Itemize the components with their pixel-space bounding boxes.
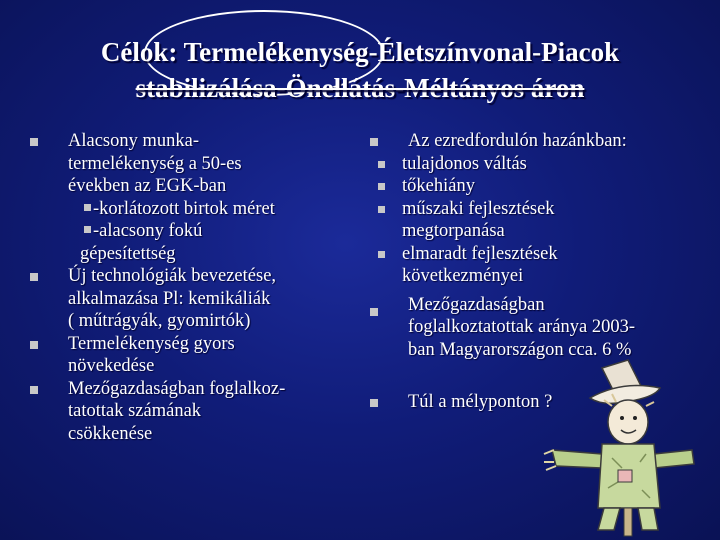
bullet-icon [30,341,38,349]
item-text: tatottak számának [68,401,202,421]
list-item [30,265,330,333]
item-text: Alacsony munka- [68,131,200,151]
list-item [370,130,700,153]
list-item [370,294,700,362]
sub-item [68,198,330,221]
item-text: években az EGK-ban [68,176,227,196]
bullet-icon [370,138,378,146]
bullet-icon [370,308,378,316]
item-text: tőkehiány [402,176,475,196]
item-text: foglalkoztatottak aránya 2003- [408,317,636,337]
sub-item [370,243,700,288]
item-text: elmaradt fejlesztések [402,243,558,264]
sub-item [370,153,700,176]
item-text: -korlátozott birtok méret [93,198,275,219]
sub-bullet-icon [378,161,385,168]
bullet-icon [30,138,38,146]
item-text: Mezőgazdaságban [408,294,545,315]
sub-bullet-icon [84,204,91,211]
item-text: csökkenése [68,423,153,444]
list-item [30,378,330,446]
item-text: termelékenység a 50-es [68,153,242,174]
item-text: növekedése [68,356,155,376]
item-text: megtorpanása [402,221,505,241]
item-text: -alacsony fokú [93,221,203,241]
sub-bullet-icon [378,183,385,190]
bullet-icon [30,273,38,281]
title-line-2-text: stabilizálása-Önellátás-Méltányos áron [135,73,585,103]
item-text: műszaki fejlesztések [402,198,555,219]
left-column [30,130,330,445]
list-item [30,333,330,378]
bullet-icon [370,399,378,407]
item-text: gépesítettség [80,243,176,264]
item-text: Túl a mélyponton ? [408,392,553,412]
item-text: Mezőgazdaságban foglalkoz- [68,378,286,399]
bullet-icon [30,386,38,394]
item-text: Az ezredfordulón hazánkban: [408,131,627,151]
sub-bullet-icon [84,226,91,233]
title-line-1: Célok: Termelékenység-Életszínvonal-Piacok [100,37,620,67]
item-text: alkalmazása Pl: kemikáliák [68,288,271,309]
item-text: következményei [402,266,524,286]
sub-item [370,198,700,243]
scarecrow-icon [542,358,698,538]
sub-bullet-icon [378,251,385,258]
item-text: ban Magyarországon cca. 6 % [408,339,632,360]
sub-bullet-icon [378,206,385,213]
list-item [30,130,330,265]
title-line-2 [20,70,700,106]
slide-title [20,34,700,106]
item-text: ( műtrágyák, gyomirtók) [68,311,251,331]
item-text: Termelékenység gyors [68,333,235,354]
sub-item [370,175,700,198]
item-text: Új technológiák bevezetése, [68,266,277,286]
item-text: tulajdonos váltás [402,153,527,174]
sub-item [68,220,330,243]
